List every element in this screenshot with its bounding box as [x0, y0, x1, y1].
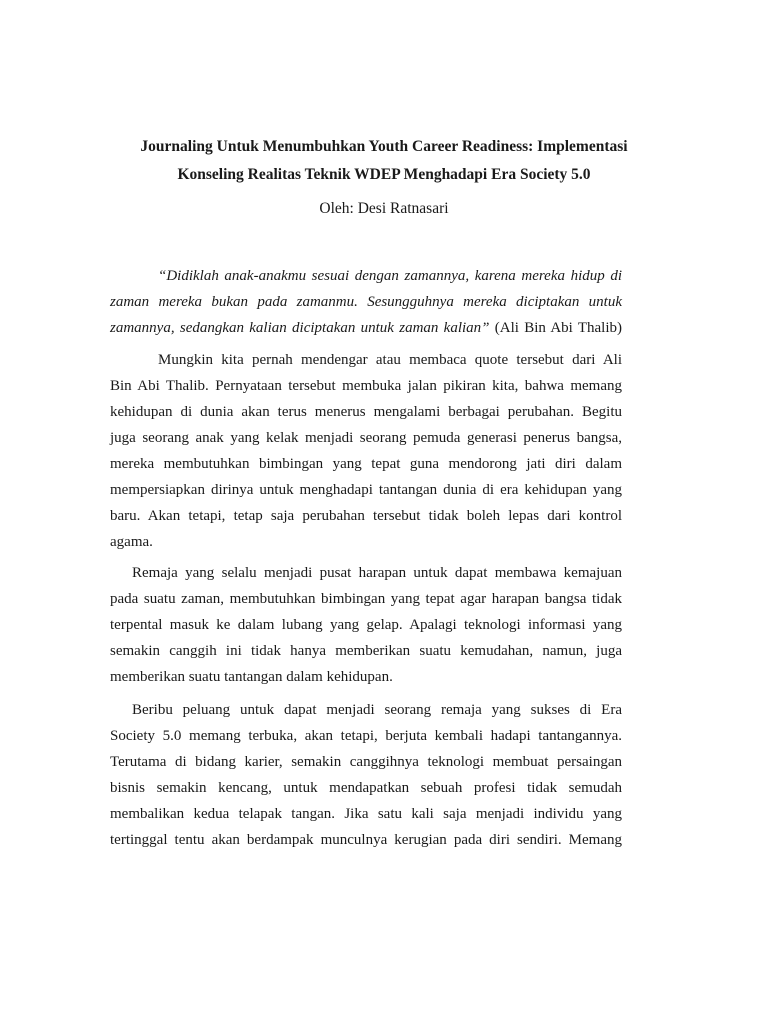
quote-attribution: (Ali Bin Abi Thalib) — [494, 320, 623, 336]
paragraph-line: Remaja yang selalu menjadi pusat harapan untuk dapat membawa kemajuan — [132, 565, 622, 581]
paragraph-2 — [110, 560, 622, 690]
paragraph-line: Bin Abi Thalib. Pernyataan tersebut membuka jalan pikiran kita, bahwa memang — [110, 378, 622, 394]
paragraph-line: semakin canggih ini tidak hanya memberikan suatu kemudahan, namun, juga — [110, 643, 622, 659]
paragraph-line: mereka membutuhkan bimbingan yang tepat guna mendorong jati diri dalam — [110, 456, 622, 472]
title-line: Konseling Realitas Teknik WDEP Menghadapi Era Society 5.0 — [177, 166, 591, 183]
opening-quote — [110, 263, 622, 341]
document-title — [100, 133, 668, 189]
author-line: Oleh: Desi Ratnasari — [319, 200, 449, 217]
paragraph-line: baru. Akan tetapi, tetap saja perubahan tersebut tidak boleh lepas dari kontrol — [110, 508, 622, 524]
paragraph-line: pada suatu zaman, membutuhkan bimbingan yang tepat agar harapan bangsa tidak — [110, 591, 622, 607]
paragraph-line: Terutama di bidang karier, semakin canggihnya teknologi membuat persaingan — [110, 754, 622, 770]
paragraph-line: Society 5.0 memang terbuka, akan tetapi, berjuta kembali hadapi tantangannya. — [110, 728, 622, 744]
paragraph-line: membalikan kedua telapak tangan. Jika satu kali saja menjadi individu yang — [110, 806, 622, 822]
paragraph-line: Mungkin kita pernah mendengar atau membaca quote tersebut dari Ali — [158, 352, 622, 368]
quote-line: zaman mereka bukan pada zamanmu. Sesungguhnya mereka diciptakan untuk — [110, 294, 622, 310]
paragraph-line: memberikan suatu tantangan dalam kehidupan. — [110, 669, 393, 685]
title-line: Journaling Untuk Menumbuhkan Youth Career Readiness: Implementasi — [140, 138, 628, 155]
paragraph-line: bisnis semakin kencang, untuk mendapatkan sebuah profesi tidak semudah — [110, 780, 622, 796]
paragraph-line: Beribu peluang untuk dapat menjadi seorang remaja yang sukses di Era — [132, 702, 622, 718]
paragraph-line: tertinggal tentu akan berdampak munculnya kerugian pada diri sendiri. Memang — [110, 832, 622, 848]
paragraph-line: agama. — [110, 534, 153, 550]
paragraph-1 — [110, 347, 622, 555]
paragraph-line: terpental masuk ke dalam lubang yang gelap. Apalagi teknologi informasi yang — [110, 617, 622, 633]
paragraph-line: mempersiapkan dirinya untuk menghadapi tantangan dunia di era kehidupan yang — [110, 482, 622, 498]
quote-line — [110, 315, 622, 341]
paragraph-line: kehidupan di dunia akan terus menerus mengalami berbagai perubahan. Begitu — [110, 404, 622, 420]
quote-line: “Didiklah anak-anakmu sesuai dengan zamannya, karena mereka hidup di — [158, 268, 622, 284]
quote-line-text: zamannya, sedangkan kalian diciptakan untuk zaman kalian” — [110, 320, 490, 336]
paragraph-3 — [110, 697, 622, 853]
paragraph-line: juga seorang anak yang kelak menjadi seorang pemuda generasi penerus bangsa, — [110, 430, 622, 446]
